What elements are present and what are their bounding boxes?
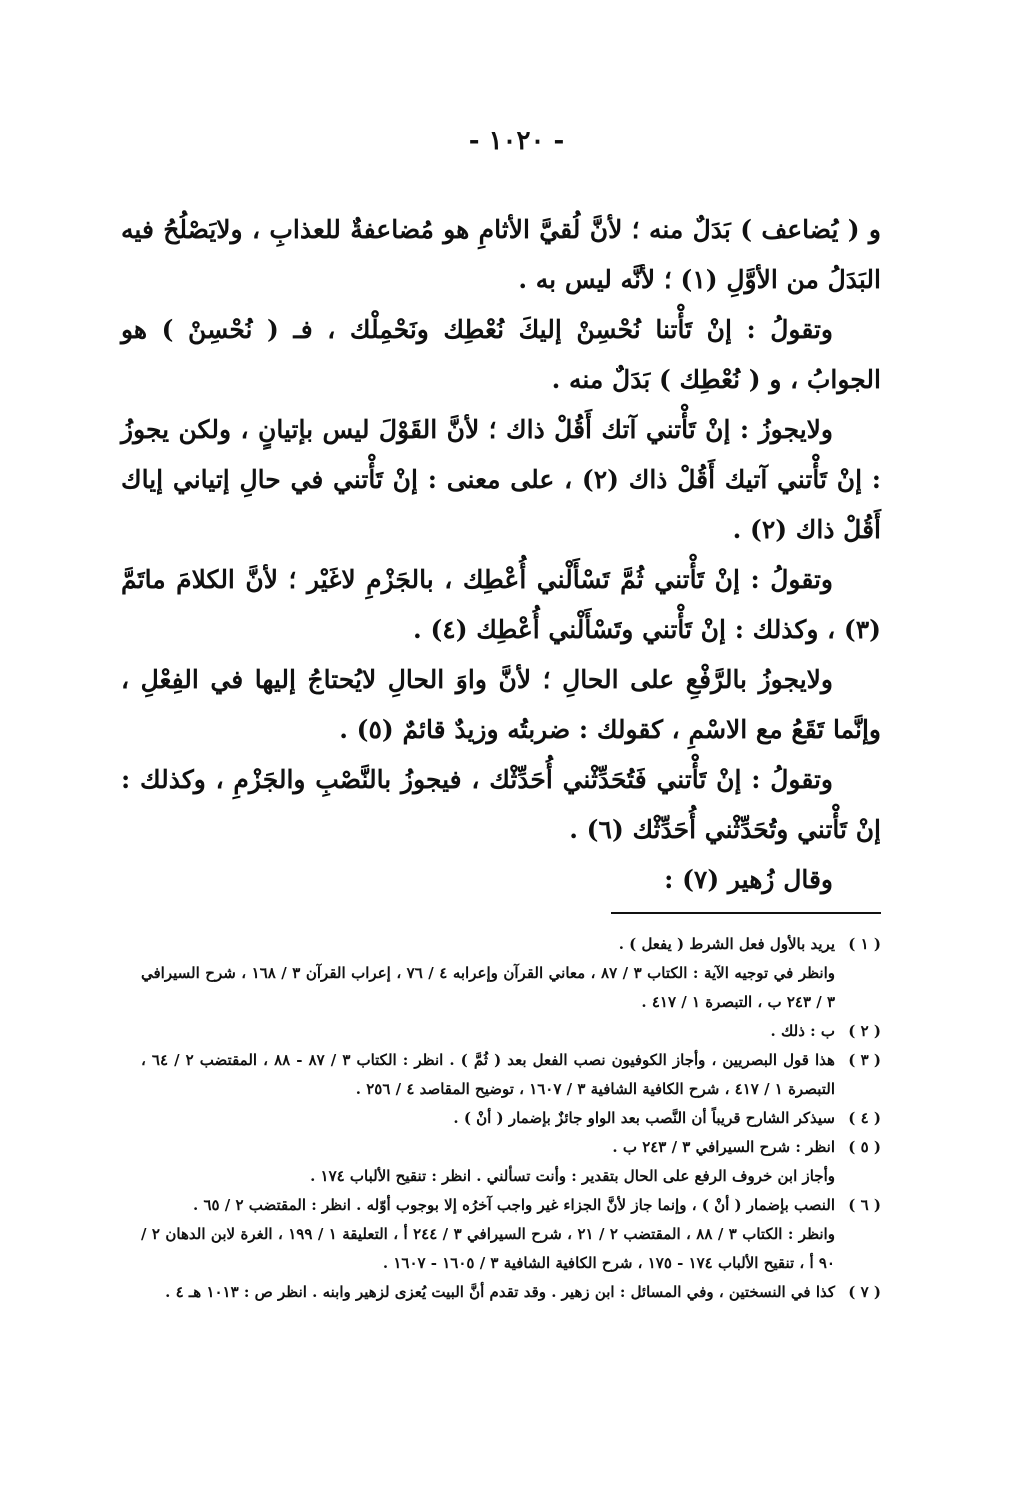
footnote-line: يريد بالأول فعل الشرط ( يفعل ) . bbox=[618, 935, 835, 953]
footnote bbox=[141, 1278, 881, 1307]
footnote-line: سيذكر الشارح قريباً أن النَّصب بعد الواو جائزٌ بإضمار ( أنْ ) . bbox=[453, 1109, 835, 1127]
paragraph: ولايجوزُ : إنْ تَأْتني آتك أَقُلْ ذاك ؛ لأنَّ القَوْلَ ليس بإتيانٍ ، ولكن يجوزُ : إنْ تَأْتني آتيك أَقُلْ ذاك (٢) ، على معنى : إنْ تَأْتني في حالِ إتياني إياك أَقُلْ ذاك (٢) . bbox=[121, 415, 881, 544]
footnote-number: ( ٧ ) bbox=[848, 1283, 881, 1301]
footnote-text bbox=[141, 1278, 835, 1307]
paragraph: و ( يُضاعف ) بَدَلٌ منه ؛ لأنَّ لُقيَّ الأثامِ هو مُضاعفةٌ للعذابِ ، ولايَصْلُحُ فيه البَدَلُ من الأوَّلِ (١) ؛ لأنَّه ليس به . bbox=[121, 215, 881, 294]
footnote bbox=[141, 930, 881, 1017]
footnote bbox=[141, 1046, 881, 1104]
footnote-line: وانظر : الكتاب ٣ / ٨٨ ، المقتضب ٢ / ٢١ ، شرح السيرافي ٣ / ٢٤٤ أ ، التعليقة ١ / ١٩٩ ، الغرة لابن الدهان ٢ / ٩٠ أ ، تنقيح الألباب ١٧٤ - ١٧٥ ، شرح الكافية الشافية ٣ / ١٦٠٥ - ١٦٠٧ . bbox=[141, 1225, 835, 1272]
verse-intro: وقال زُهير (٧) : bbox=[664, 865, 833, 894]
footnote-number: ( ٦ ) bbox=[848, 1196, 881, 1214]
paragraph: وتقولُ : إنْ تَأْتني فَتُحَدِّثْني أُحَدِّثْك ، فيجوزُ بالنَّصْبِ والجَزْمِ ، وكذلك : إنْ تَأْتني وتُحَدِّثْني أُحَدِّثْك (٦) . bbox=[121, 765, 881, 844]
footnote-line: هذا قول البصريين ، وأجاز الكوفيون نصب الفعل بعد ( ثُمَّ ) . انظر : الكتاب ٣ / ٨٧ - ٨٨ ، المقتضب ٢ / ٦٤ ، التبصرة ١ / ٤١٧ ، شرح الكافية الشافية ٣ / ١٦٠٧ ، توضيح المقاصد ٤ / ٢٥٦ . bbox=[141, 1051, 835, 1098]
footnote-line: ب : ذلك . bbox=[770, 1022, 835, 1040]
paragraph: وتقولُ : إنْ تَأْتني ثُمَّ تَسْأَلْني أُعْطِك ، بالجَزْمِ لاغَيْر ؛ لأنَّ الكلامَ ماتَمَّ (٣) ، وكذلك : إنْ تَأْتني وتَسْأَلْني أُعْطِك (٤) . bbox=[121, 565, 881, 644]
paragraph: ولايجوزُ بالرَّفْعِ على الحالِ ؛ لأنَّ واوَ الحالِ لايُحتاجُ إليها في الفِعْلِ ، وإنَّما تَقَعُ مع الاسْمِ ، كقولك : ضربتُه وزيدٌ قائمٌ (٥) . bbox=[121, 665, 881, 744]
paragraph: وتقولُ : إنْ تَأْتنا نُحْسِنْ إليكَ نُعْطِك ونَحْمِلْك ، فـ ( نُحْسِنْ ) هو الجوابُ ، و ( نُعْطِك ) بَدَلٌ منه . bbox=[121, 315, 881, 394]
footnote bbox=[141, 1133, 881, 1191]
footnote-text bbox=[141, 1191, 835, 1278]
footnote-text bbox=[141, 1046, 835, 1104]
footnote bbox=[141, 1191, 881, 1278]
footnote-text bbox=[141, 930, 835, 1017]
footnote-number: ( ٢ ) bbox=[848, 1022, 881, 1040]
footnote-line: النصب بإضمار ( أنْ ) ، وإنما جاز لأنَّ الجزاء غير واجب آخرُه إلا بوجوب أوّله . انظر : المقتضب ٢ / ٦٥ . bbox=[192, 1196, 835, 1214]
footnote-line: انظر : شرح السيرافي ٣ / ٢٤٣ ب . bbox=[612, 1138, 835, 1156]
footnote-number: ( ٤ ) bbox=[848, 1109, 881, 1127]
footnote bbox=[141, 1017, 881, 1046]
footnote-line: وأجاز ابن خروف الرفع على الحال بتقدير : وأنت تسألني . انظر : تنقيح الألباب ١٧٤ . bbox=[310, 1167, 835, 1185]
footnote-number: ( ٥ ) bbox=[848, 1138, 881, 1156]
footnote-line: وانظر في توجيه الآية : الكتاب ٣ / ٨٧ ، معاني القرآن وإعرابه ٤ / ٧٦ ، إعراب القرآن ٣ / ١٦٨ ، شرح السيرافي ٣ / ٢٤٣ ب ، التبصرة ١ / ٤١٧ . bbox=[141, 964, 835, 1011]
footnote-text bbox=[141, 1017, 835, 1046]
footnote-line: كذا في النسختين ، وفي المسائل : ابن زهير . وقد تقدم أنَّ البيت يُعزى لزهير وابنه . انظر ص : ١٠١٣ هـ ٤ . bbox=[165, 1283, 835, 1301]
footnote-number: ( ٣ ) bbox=[848, 1051, 881, 1069]
footnote-text bbox=[141, 1104, 835, 1133]
main-text bbox=[121, 205, 881, 905]
footnote-separator bbox=[611, 912, 881, 914]
footnote-text bbox=[141, 1133, 835, 1191]
page-number: - ١٠٢٠ - bbox=[468, 126, 565, 156]
footnote bbox=[141, 1104, 881, 1133]
footnote-number: ( ١ ) bbox=[848, 935, 881, 953]
footnotes bbox=[141, 930, 881, 1307]
